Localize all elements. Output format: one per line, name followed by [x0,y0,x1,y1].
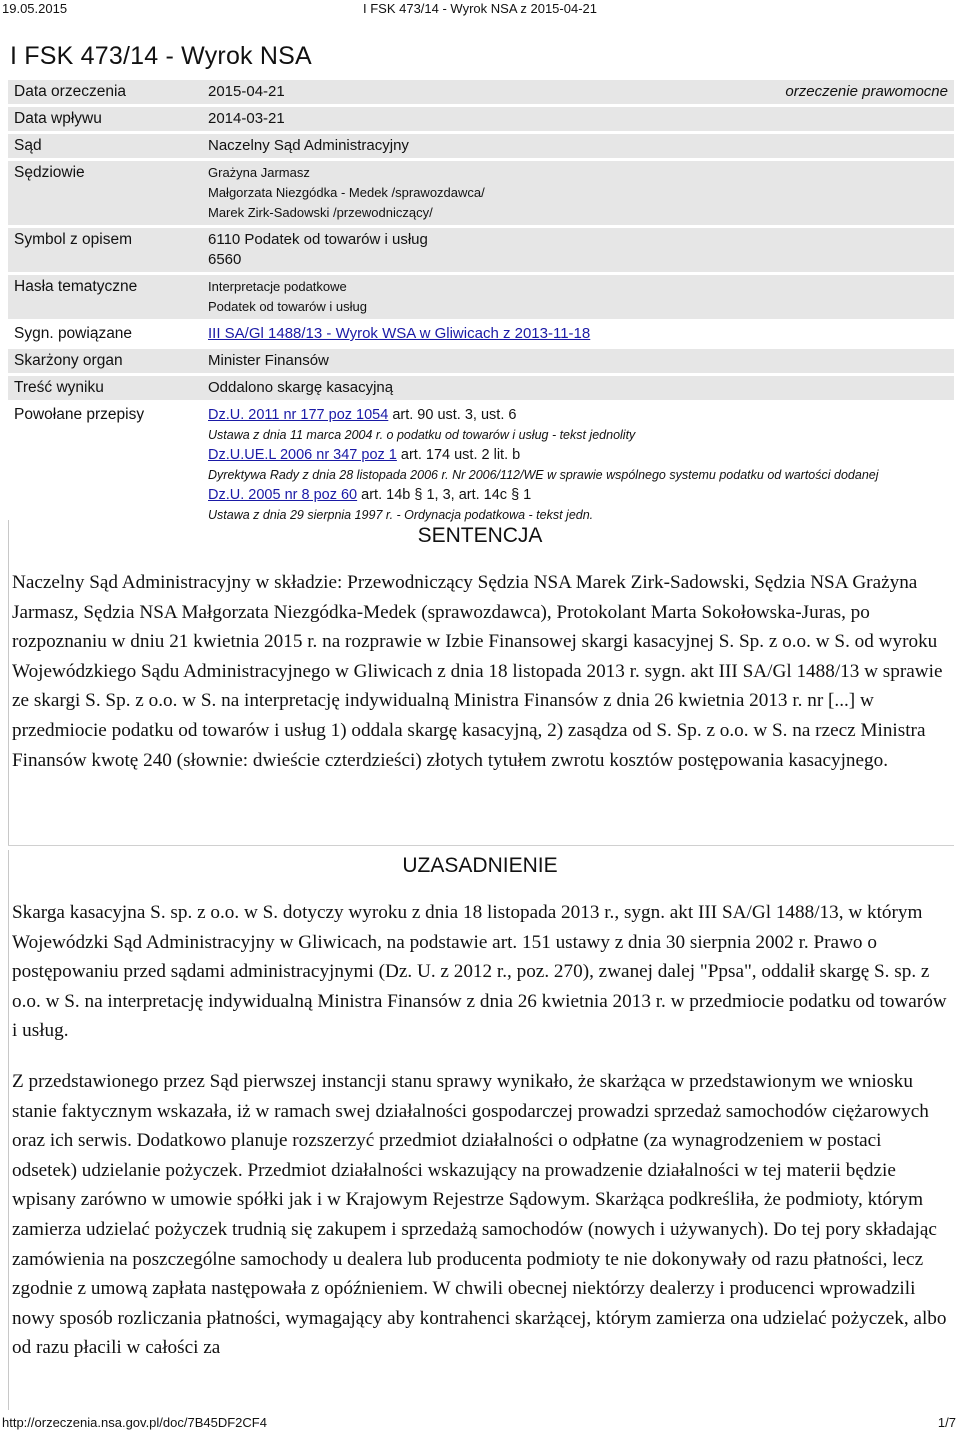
law-description: Ustawa z dnia 29 sierpnia 1997 r. - Ordynacja podatkowa - tekst jedn. [208,508,594,522]
meta-row-sygn [8,322,954,346]
law-description: Ustawa z dnia 11 marca 2004 r. o podatku od towarów i usług - tekst jednolity [208,428,636,442]
meta-row-sedziowie [8,161,954,225]
uzasadnienie-paragraph: Skarga kasacyjna S. sp. z o.o. w S. dotyczy wyroku z dnia 18 listopada 2013 r., sygn. akt III SA/Gl 1488/13, w którym Wojewódzki Sąd Administracyjny w Gliwicach, na podstawie art. 151 ustawy z dnia 30 sierpnia 2002 r. Prawo o postępowaniu przed sądami administracyjnymi (Dz. U. z 2012 r., poz. 270), zwanej dalej "Ppsa", oddalił skargę S. sp. z o.o. w S. na interpretację indywidualną Ministra Finansów z dnia 26 kwietnia 2013 r. w przedmiocie podatku od towarów i usług. [12,902,947,1042]
ruling-result: Oddalono skargę kasacyjną [202,376,954,400]
meta-label: Skarżony organ [8,349,202,373]
meta-label: Sędziowie [8,161,202,225]
print-header [0,0,960,18]
meta-row-hasla [8,275,954,319]
keyword-item: Interpretacje podatkowe [208,279,347,294]
page-number: 1/7 [937,1415,956,1430]
receipt-date: 2014-03-21 [202,107,954,131]
print-title: I FSK 473/14 - Wyrok NSA z 2015-04-21 [363,1,597,16]
print-date: 19.05.2015 [2,1,68,16]
symbol-item: 6560 [208,251,242,268]
meta-label: Data wpływu [8,107,202,131]
law-citation: Dz.U. 2005 nr 8 poz 60 art. 14b § 1, 3, art. 14c § 1 [208,487,532,503]
respondent-authority: Minister Finansów [202,349,954,373]
law-citation: Dz.U.UE.L 2006 nr 347 poz 1 art. 174 ust. 2 lit. b [208,447,521,463]
law-description: Dyrektywa Rady z dnia 28 listopada 2006 r. Nr 2006/112/WE w sprawie wspólnego systemu podatku od wartości dodanej [208,468,879,482]
page-title: I FSK 473/14 - Wyrok NSA [10,42,312,70]
related-case-link[interactable]: III SA/Gl 1488/13 - Wyrok WSA w Gliwicach z 2013-11-18 [208,325,591,342]
law-link[interactable]: Dz.U.UE.L 2006 nr 347 poz 1 [208,447,397,463]
section-divider [8,845,954,846]
uzasadnienie-paragraph: Z przedstawionego przez Sąd pierwszej instancji stanu sprawy wynikało, że skarżąca w przedstawionym we wniosku stanie faktycznym wskazała, iż w ramach swej działalności gospodarczej prowadzi sprzedaż samochodów ciężarowych oraz ich serwis. Dodatkowo planuje rozszerzyć przedmiot działalności o odpłatne (za wynagrodzeniem w postaci odsetek) udzielanie pożyczek. Przedmiot działalności wskazujący na prowadzenie działalności w tej materii będzie wpisany zarówno w umowie spółki jak i w Krajowym Rejestrze Sądowym. Skarżąca podkreśliła, że podmioty, którym zamierza udzielać pożyczek trudnią się zakupem i sprzedażą samochodów (nowych i używanych). Do tej pory składając zamówienia na poszczególne samochody u dealera lub producenta podmioty te nie dokonywały od razu płatności, lecz zgodnie z umową zapłata następowała z opóźnieniem. W chwili obecnej niektórzy dealerzy i producenci wprowadzili nowy sposób rozliczania płatności, wymagający aby kontrahenci skarżącej, którym zamierza ona udzielać pożyczek, albo od razu płacili w całości za [12,1071,947,1359]
meta-row-data-wplywu [8,107,954,131]
metadata-table [8,77,954,530]
meta-label: Data orzeczenia [8,80,202,104]
section-border [8,520,9,845]
meta-label: Sąd [8,134,202,158]
meta-row-sad [8,134,954,158]
court-name: Naczelny Sąd Administracyjny [202,134,954,158]
law-link[interactable]: Dz.U. 2011 nr 177 poz 1054 [208,407,389,423]
judge-name: Grażyna Jarmasz [208,165,310,180]
ruling-date: 2015-04-21 [208,83,285,100]
status-badge: orzeczenie prawomocne [785,83,948,100]
meta-label: Treść wyniku [8,376,202,400]
page-url: http://orzeczenia.nsa.gov.pl/doc/7B45DF2CF4 [2,1415,267,1430]
judge-name: Marek Zirk-Sadowski /przewodniczący/ [208,205,433,220]
sentencja-heading: SENTENCJA [417,524,543,547]
meta-row-symbol [8,228,954,272]
meta-label: Hasła tematyczne [8,275,202,319]
symbol-item: 6110 Podatek od towarów i usług [208,231,428,248]
keyword-item: Podatek od towarów i usług [208,299,367,314]
meta-label: Sygn. powiązane [14,325,133,342]
sentencja-text: Naczelny Sąd Administracyjny w składzie: Przewodniczący Sędzia NSA Marek Zirk-Sadowski, Sędzia NSA Grażyna Jarmasz, Sędzia NSA Małgorzata Niezgódka-Medek (sprawozdawca), Protokolant Marta Sokołowska-Juras, po rozpoznaniu w dniu 21 kwietnia 2015 r. na rozprawie w Izbie Finansowej skargi kasacyjnej S. Sp. z o.o. w S. od wyroku Wojewódzkiego Sądu Administracyjnego w Gliwicach z dnia 18 listopada 2013 r. sygn. akt III SA/Gl 1488/13 w sprawie ze skargi S. Sp. z o.o. w S. na interpretację indywidualną Ministra Finansów z dnia 26 kwietnia 2013 r. nr [...] w przedmiocie podatku od towarów i usług 1) oddala skargę kasacyjną, 2) zasądza od S. Sp. z o.o. w S. na rzecz Ministra Finansów kwotę 240 (słownie: dwieście czterdzieści) złotych tytułem zwrotu kosztów postępowania kasacyjnego. [12,572,943,771]
print-footer [0,1414,960,1432]
meta-row-przepisy [8,403,954,527]
meta-label: Powołane przepisy [14,406,145,423]
section-border [8,850,9,1410]
meta-row-data-orzeczenia [8,80,954,104]
law-link[interactable]: Dz.U. 2005 nr 8 poz 60 [208,487,358,503]
meta-row-skarzony [8,349,954,373]
uzasadnienie-heading: UZASADNIENIE [402,854,558,877]
law-citation: Dz.U. 2011 nr 177 poz 1054 art. 90 ust. 3, ust. 6 [208,407,517,423]
meta-row-tresc [8,376,954,400]
judge-name: Małgorzata Niezgódka - Medek /sprawozdawca/ [208,185,485,200]
meta-label: Symbol z opisem [8,228,202,272]
